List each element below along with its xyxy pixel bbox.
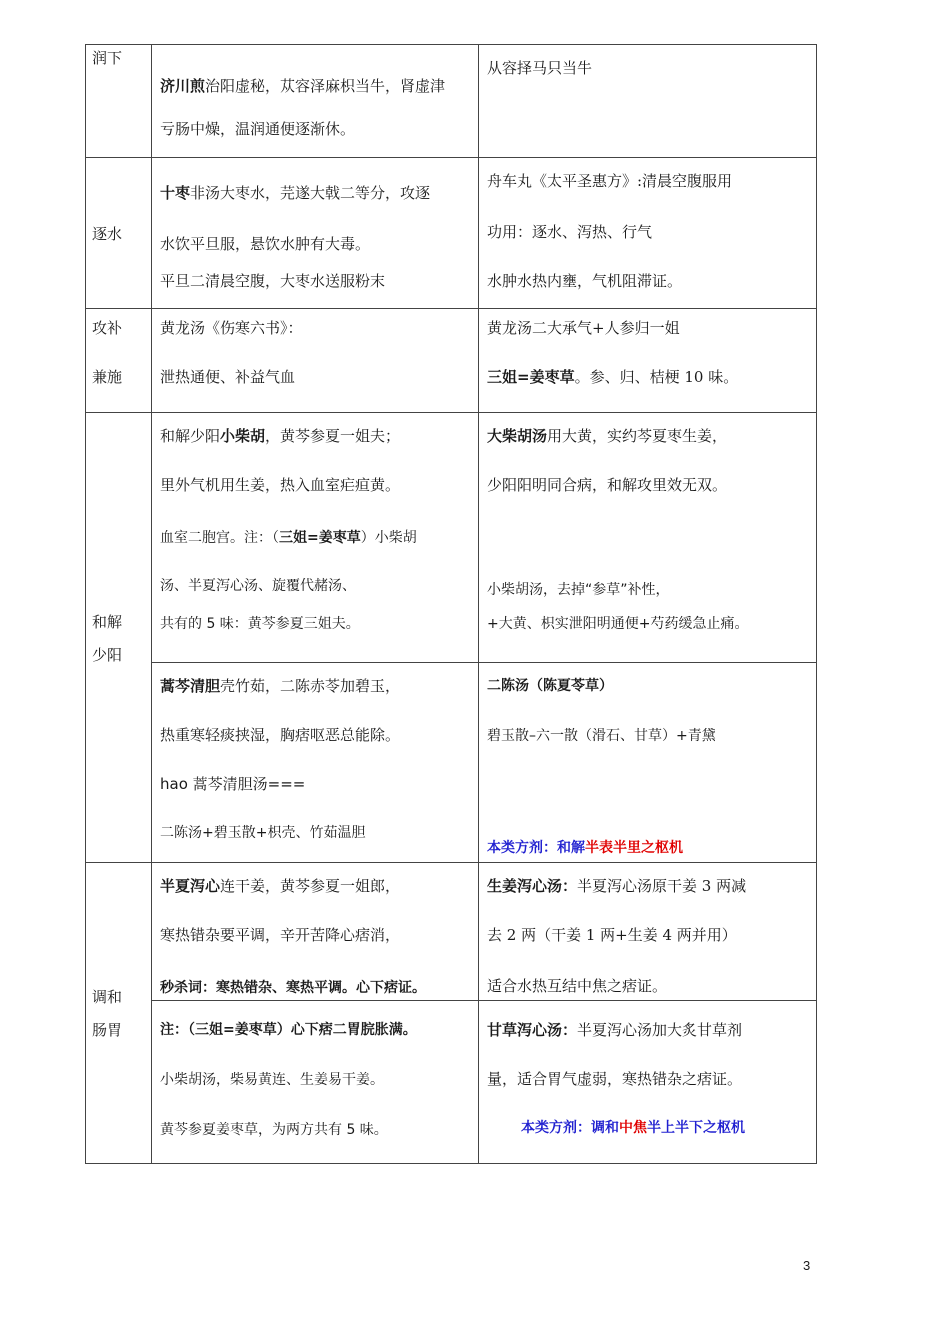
note-cell	[479, 863, 817, 1001]
note-line: 去 2 两（干姜 1 两+生姜 4 两并用）	[487, 926, 737, 944]
category-cell	[86, 45, 152, 158]
verse-line: 小柴胡汤，柴易黄连、生姜易干姜。	[160, 1072, 384, 1088]
table-row	[86, 863, 817, 1001]
verse-cell	[152, 45, 479, 158]
category-label: 少阳	[92, 645, 123, 664]
verse-line: 秒杀词：寒热错杂、寒热平调。心下痞证。	[160, 980, 426, 996]
note-cell	[479, 309, 817, 413]
note-line: 适合水热互结中焦之痞证。	[487, 977, 668, 995]
category-cell	[86, 309, 152, 413]
verse-line: 亏肠中燥，温润通便逐渐休。	[160, 120, 356, 138]
verse-line: 十枣非汤大枣水，芫遂大戟二等分，攻逐	[160, 184, 431, 202]
note-cell	[479, 45, 817, 158]
verse-line: 汤、半夏泻心汤、旋覆代赭汤、	[160, 578, 356, 594]
verse-cell	[152, 863, 479, 1001]
verse-line: 寒热错杂要平调，辛开苦降心痞消，	[160, 926, 401, 944]
verse-line: 黄芩参夏姜枣草，为两方共有 5 味。	[160, 1122, 388, 1138]
verse-line: 共有的 5 味：黄芩参夏三姐夫。	[160, 616, 360, 632]
category-cell	[86, 413, 152, 863]
verse-line: 平旦二清晨空腹，大枣水送服粉末	[160, 272, 386, 290]
verse-line: 血室二胞宫。注：（三姐=姜枣草）小柴胡	[160, 530, 417, 546]
note-line: 小柴胡汤，去掉“参草”补性，	[487, 582, 670, 598]
verse-line: 注：（三姐=姜枣草）心下痞二胃脘胀满。	[160, 1022, 417, 1038]
category-cell	[86, 158, 152, 309]
note-line: 水肿水热内壅，气机阻滞证。	[487, 272, 683, 290]
summary-note: 本类方剂：调和中焦半上半下之枢机	[521, 1120, 745, 1136]
note-line: 碧玉散–六一散（滑石、甘草）+青黛	[487, 728, 716, 744]
note-line: 功用：逐水、泻热、行气	[487, 223, 653, 241]
formula-table	[85, 44, 817, 1164]
category-label: 肠胃	[92, 1021, 123, 1039]
table-row	[86, 158, 817, 309]
category-label: 逐水	[92, 224, 123, 243]
note-line: 少阳阳明同合病，和解攻里效无双。	[487, 476, 728, 494]
verse-line: 热重寒轻痰挟湿，胸痞呕恶总能除。	[160, 726, 401, 744]
verse-line: 水饮平旦服，悬饮水肿有大毒。	[160, 235, 371, 253]
category-label: 调和	[92, 988, 123, 1006]
verse-cell	[152, 158, 479, 309]
category-cell	[86, 863, 152, 1164]
category-label: 攻补	[92, 319, 123, 337]
table-row	[86, 45, 817, 158]
note-line: +大黄、枳实泄阳明通便+芍药缓急止痛。	[487, 616, 749, 632]
table-row	[86, 1001, 817, 1164]
note-line: 大柴胡汤用大黄，实约芩夏枣生姜，	[487, 427, 728, 445]
verse-line: 里外气机用生姜，热入血室疟疸黄。	[160, 476, 401, 494]
table-row	[86, 663, 817, 863]
note-line: 舟车丸《太平圣惠方》:清晨空腹服用	[487, 172, 733, 190]
page-number: 3	[803, 1258, 811, 1273]
verse-cell	[152, 663, 479, 863]
note-line: 甘草泻心汤：半夏泻心汤加大炙甘草剂	[487, 1021, 743, 1039]
note-cell	[479, 158, 817, 309]
verse-cell	[152, 413, 479, 663]
verse-cell	[152, 309, 479, 413]
verse-line: 二陈汤+碧玉散+枳壳、竹茹温胆	[160, 825, 366, 841]
note-line: 从容择马只当牛	[487, 59, 593, 77]
note-cell	[479, 663, 817, 863]
category-label: 兼施	[92, 368, 123, 386]
verse-line: 蒿芩清胆壳竹茹，二陈赤苓加碧玉，	[160, 677, 401, 695]
note-line: 二陈汤（陈夏苓草）	[487, 678, 613, 694]
note-cell	[479, 1001, 817, 1164]
verse-cell	[152, 1001, 479, 1164]
category-label: 润下	[92, 49, 123, 67]
note-cell	[479, 413, 817, 663]
table-row	[86, 413, 817, 663]
note-line: 黄龙汤二大承气+人参归一姐	[487, 319, 680, 337]
summary-note: 本类方剂：和解半表半里之枢机	[487, 840, 683, 856]
note-line: 生姜泻心汤：半夏泻心汤原干姜 3 两减	[487, 877, 747, 895]
verse-line: 黄龙汤《伤寒六书》：	[160, 319, 303, 337]
verse-line: hao 蒿芩清胆汤===	[160, 775, 306, 793]
verse-line: 泄热通便、补益气血	[160, 368, 296, 386]
category-label: 和解	[92, 612, 123, 631]
note-line: 量，适合胃气虚弱，寒热错杂之痞证。	[487, 1070, 743, 1088]
table-row	[86, 309, 817, 413]
note-line: 三姐=姜枣草。参、归、桔梗 10 味。	[487, 368, 739, 386]
verse-line: 半夏泻心连干姜，黄芩参夏一姐郎，	[160, 877, 401, 895]
verse-line: 和解少阳小柴胡，黄芩参夏一姐夫；	[160, 427, 401, 445]
verse-line: 济川煎治阳虚秘，苁容泽麻枳当牛，肾虚津	[160, 77, 446, 95]
